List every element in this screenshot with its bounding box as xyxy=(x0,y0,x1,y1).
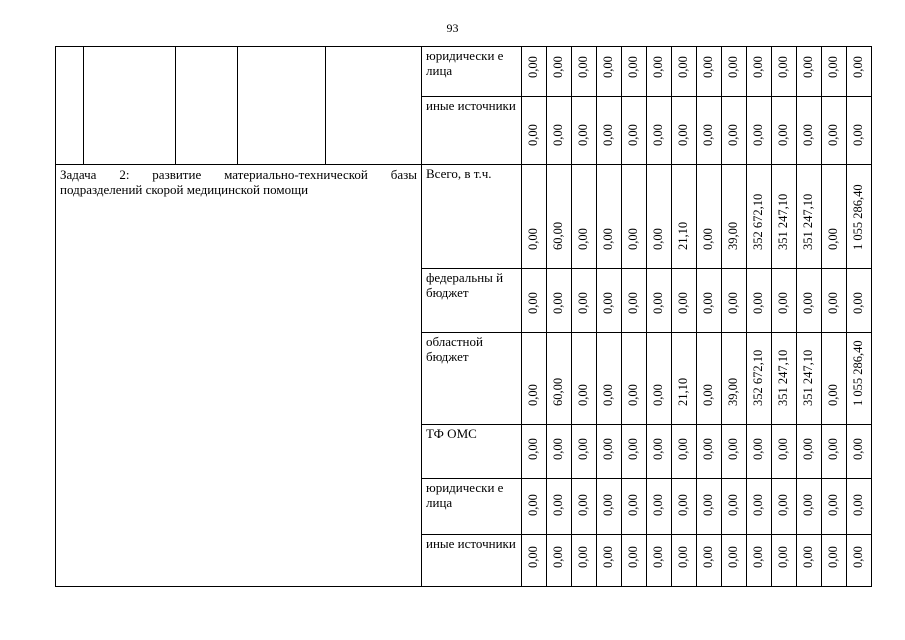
value-cell xyxy=(722,333,747,425)
value-cell xyxy=(622,47,647,97)
value-cell xyxy=(822,47,847,97)
value-text: 0,00 xyxy=(751,123,765,146)
value-cell xyxy=(697,333,722,425)
value-cell xyxy=(797,269,822,333)
value-cell xyxy=(747,479,772,535)
value-cell xyxy=(622,165,647,269)
value-text: 0,00 xyxy=(776,55,790,78)
value-cell xyxy=(797,47,822,97)
value-cell xyxy=(772,97,797,165)
value-text: 0,00 xyxy=(551,545,565,568)
value-text: 39,00 xyxy=(726,221,740,250)
value-cell xyxy=(722,479,747,535)
value-text: 0,00 xyxy=(551,437,565,460)
value-cell xyxy=(597,165,622,269)
value-cell xyxy=(822,535,847,587)
value-cell xyxy=(597,479,622,535)
value-cell xyxy=(547,425,572,479)
value-cell xyxy=(547,97,572,165)
value-cell xyxy=(547,535,572,587)
value-cell xyxy=(747,333,772,425)
funding-source-cell xyxy=(422,269,522,333)
value-text: 0,00 xyxy=(676,291,690,314)
value-cell xyxy=(672,269,697,333)
value-cell xyxy=(697,535,722,587)
task-description: Задача 2: развитие материально-технической базы подразделений скорой медицинской помощи xyxy=(56,165,422,587)
value-cell xyxy=(797,165,822,269)
value-text: 0,00 xyxy=(701,545,715,568)
value-cell xyxy=(847,479,872,535)
value-cell xyxy=(822,165,847,269)
value-cell xyxy=(572,47,597,97)
value-text: 0,00 xyxy=(526,123,540,146)
table-row xyxy=(56,165,872,269)
value-text: 0,00 xyxy=(751,493,765,516)
value-text: 0,00 xyxy=(526,383,540,406)
value-cell xyxy=(847,165,872,269)
value-cell xyxy=(722,97,747,165)
value-text: 0,00 xyxy=(801,291,815,314)
value-cell xyxy=(847,269,872,333)
value-cell xyxy=(697,97,722,165)
value-cell xyxy=(722,535,747,587)
page-number: 93 xyxy=(446,21,459,35)
value-text: 0,00 xyxy=(751,545,765,568)
value-text: 0,00 xyxy=(751,437,765,460)
value-text: 0,00 xyxy=(851,545,865,568)
value-text: 0,00 xyxy=(826,437,840,460)
empty-cell xyxy=(238,47,326,165)
value-text: 0,00 xyxy=(676,123,690,146)
value-cell xyxy=(747,165,772,269)
value-text: 0,00 xyxy=(526,55,540,78)
value-cell xyxy=(622,535,647,587)
value-cell xyxy=(572,165,597,269)
value-text: 0,00 xyxy=(726,55,740,78)
value-text: 0,00 xyxy=(526,437,540,460)
value-cell xyxy=(772,479,797,535)
funding-source-label: иные источники xyxy=(426,536,516,551)
empty-cell xyxy=(176,47,238,165)
value-cell xyxy=(597,333,622,425)
funding-source-cell xyxy=(422,535,522,587)
value-cell xyxy=(747,97,772,165)
value-cell xyxy=(847,425,872,479)
value-cell xyxy=(522,425,547,479)
value-text: 0,00 xyxy=(726,123,740,146)
value-cell xyxy=(772,425,797,479)
value-cell xyxy=(647,333,672,425)
value-cell xyxy=(647,269,672,333)
value-cell xyxy=(847,535,872,587)
funding-source-label: иные источники xyxy=(426,98,516,113)
value-cell xyxy=(647,479,672,535)
value-text: 0,00 xyxy=(776,123,790,146)
value-text: 351 247,10 xyxy=(801,193,815,250)
value-text: 352 672,10 xyxy=(751,193,765,250)
value-text: 0,00 xyxy=(826,291,840,314)
value-cell xyxy=(597,269,622,333)
value-cell xyxy=(797,535,822,587)
value-text: 0,00 xyxy=(576,291,590,314)
funding-source-label: Всего, в т.ч. xyxy=(426,166,492,181)
value-cell xyxy=(672,165,697,269)
empty-cell xyxy=(56,47,84,165)
value-cell xyxy=(522,47,547,97)
value-text: 0,00 xyxy=(601,437,615,460)
value-text: 0,00 xyxy=(551,55,565,78)
value-cell xyxy=(572,535,597,587)
value-cell xyxy=(722,165,747,269)
value-text: 0,00 xyxy=(526,493,540,516)
value-text: 0,00 xyxy=(601,291,615,314)
value-cell xyxy=(672,333,697,425)
value-cell xyxy=(572,425,597,479)
value-text: 0,00 xyxy=(551,123,565,146)
funding-source-cell xyxy=(422,333,522,425)
value-text: 0,00 xyxy=(526,291,540,314)
value-cell xyxy=(697,269,722,333)
value-text: 0,00 xyxy=(801,123,815,146)
value-text: 0,00 xyxy=(851,123,865,146)
value-text: 0,00 xyxy=(851,437,865,460)
value-text: 0,00 xyxy=(601,383,615,406)
value-cell xyxy=(797,97,822,165)
value-cell xyxy=(522,97,547,165)
value-text: 0,00 xyxy=(651,123,665,146)
funding-source-cell xyxy=(422,425,522,479)
value-text: 0,00 xyxy=(576,493,590,516)
table-body xyxy=(56,47,872,587)
value-text: 0,00 xyxy=(776,493,790,516)
value-cell xyxy=(672,97,697,165)
funding-source-cell xyxy=(422,47,522,97)
funding-source-cell xyxy=(422,479,522,535)
value-text: 351 247,10 xyxy=(801,349,815,406)
value-cell xyxy=(822,479,847,535)
value-text: 0,00 xyxy=(626,227,640,250)
value-text: 0,00 xyxy=(726,291,740,314)
value-cell xyxy=(647,47,672,97)
value-cell xyxy=(597,97,622,165)
value-cell xyxy=(847,47,872,97)
value-text: 0,00 xyxy=(701,291,715,314)
value-cell xyxy=(747,47,772,97)
value-text: 1 055 286,40 xyxy=(851,183,865,250)
funding-source-label: федеральны й бюджет xyxy=(426,270,504,300)
value-cell xyxy=(547,165,572,269)
value-text: 0,00 xyxy=(576,55,590,78)
value-cell xyxy=(747,269,772,333)
value-cell xyxy=(522,479,547,535)
value-cell xyxy=(772,535,797,587)
value-cell xyxy=(697,165,722,269)
value-text: 0,00 xyxy=(851,493,865,516)
value-text: 0,00 xyxy=(701,437,715,460)
value-text: 0,00 xyxy=(751,291,765,314)
value-text: 0,00 xyxy=(526,227,540,250)
value-cell xyxy=(647,97,672,165)
value-text: 0,00 xyxy=(601,227,615,250)
value-text: 0,00 xyxy=(676,545,690,568)
value-text: 0,00 xyxy=(726,437,740,460)
value-text: 0,00 xyxy=(626,493,640,516)
value-cell xyxy=(547,47,572,97)
value-text: 0,00 xyxy=(801,545,815,568)
value-text: 0,00 xyxy=(826,493,840,516)
value-text: 0,00 xyxy=(726,545,740,568)
value-text: 0,00 xyxy=(601,123,615,146)
value-cell xyxy=(672,425,697,479)
value-text: 0,00 xyxy=(651,545,665,568)
value-text: 60,00 xyxy=(551,377,565,406)
funding-source-label: юридически е лица xyxy=(426,480,504,510)
value-text: 0,00 xyxy=(676,493,690,516)
value-text: 0,00 xyxy=(626,55,640,78)
value-text: 0,00 xyxy=(576,123,590,146)
value-cell xyxy=(797,333,822,425)
value-text: 0,00 xyxy=(626,383,640,406)
value-cell xyxy=(572,333,597,425)
value-text: 0,00 xyxy=(651,55,665,78)
value-text: 0,00 xyxy=(776,437,790,460)
value-text: 0,00 xyxy=(776,291,790,314)
value-cell xyxy=(522,165,547,269)
value-cell xyxy=(697,47,722,97)
value-text: 0,00 xyxy=(826,55,840,78)
value-text: 351 247,10 xyxy=(776,193,790,250)
value-cell xyxy=(622,97,647,165)
value-text: 1 055 286,40 xyxy=(851,339,865,406)
value-cell xyxy=(697,479,722,535)
value-cell xyxy=(522,333,547,425)
value-cell xyxy=(847,97,872,165)
value-text: 0,00 xyxy=(726,493,740,516)
value-cell xyxy=(622,425,647,479)
value-text: 0,00 xyxy=(801,437,815,460)
value-cell xyxy=(822,97,847,165)
value-cell xyxy=(597,535,622,587)
value-text: 0,00 xyxy=(651,437,665,460)
value-text: 0,00 xyxy=(576,227,590,250)
value-text: 0,00 xyxy=(526,545,540,568)
value-cell xyxy=(822,333,847,425)
value-cell xyxy=(772,47,797,97)
funding-source-cell xyxy=(422,165,522,269)
value-cell xyxy=(797,479,822,535)
value-cell xyxy=(847,333,872,425)
value-cell xyxy=(547,333,572,425)
value-text: 0,00 xyxy=(576,545,590,568)
funding-source-label: юридически е лица xyxy=(426,48,504,78)
value-cell xyxy=(747,535,772,587)
value-text: 0,00 xyxy=(576,383,590,406)
value-text: 60,00 xyxy=(551,221,565,250)
value-text: 0,00 xyxy=(676,437,690,460)
value-text: 0,00 xyxy=(551,493,565,516)
value-cell xyxy=(622,269,647,333)
value-text: 0,00 xyxy=(651,291,665,314)
value-text: 0,00 xyxy=(651,383,665,406)
funding-source-cell xyxy=(422,97,522,165)
value-cell xyxy=(522,269,547,333)
value-cell xyxy=(697,425,722,479)
value-text: 21,10 xyxy=(676,221,690,250)
value-text: 0,00 xyxy=(651,227,665,250)
value-text: 0,00 xyxy=(851,291,865,314)
value-cell xyxy=(572,97,597,165)
value-text: 0,00 xyxy=(601,545,615,568)
value-cell xyxy=(722,425,747,479)
value-text: 0,00 xyxy=(701,383,715,406)
value-cell xyxy=(722,47,747,97)
value-text: 0,00 xyxy=(701,493,715,516)
value-text: 0,00 xyxy=(776,545,790,568)
budget-table xyxy=(55,46,872,587)
value-cell xyxy=(547,479,572,535)
value-cell xyxy=(822,425,847,479)
value-cell xyxy=(747,425,772,479)
value-text: 39,00 xyxy=(726,377,740,406)
value-cell xyxy=(772,269,797,333)
value-cell xyxy=(647,425,672,479)
value-text: 0,00 xyxy=(676,55,690,78)
value-cell xyxy=(597,425,622,479)
value-cell xyxy=(572,269,597,333)
value-text: 0,00 xyxy=(801,493,815,516)
value-text: 21,10 xyxy=(676,377,690,406)
value-text: 0,00 xyxy=(576,437,590,460)
value-text: 0,00 xyxy=(701,55,715,78)
empty-cell xyxy=(326,47,422,165)
value-cell xyxy=(772,333,797,425)
value-text: 0,00 xyxy=(701,227,715,250)
value-cell xyxy=(672,47,697,97)
empty-cell xyxy=(84,47,176,165)
value-cell xyxy=(672,535,697,587)
value-text: 351 247,10 xyxy=(776,349,790,406)
value-cell xyxy=(572,479,597,535)
value-text: 0,00 xyxy=(826,227,840,250)
value-text: 0,00 xyxy=(801,55,815,78)
value-cell xyxy=(647,165,672,269)
value-cell xyxy=(622,333,647,425)
value-text: 0,00 xyxy=(826,383,840,406)
value-cell xyxy=(622,479,647,535)
value-text: 0,00 xyxy=(701,123,715,146)
value-text: 0,00 xyxy=(626,545,640,568)
value-text: 352 672,10 xyxy=(751,349,765,406)
value-text: 0,00 xyxy=(826,123,840,146)
value-cell xyxy=(672,479,697,535)
value-cell xyxy=(722,269,747,333)
table-row xyxy=(56,47,872,97)
value-cell xyxy=(547,269,572,333)
value-text: 0,00 xyxy=(826,545,840,568)
value-cell xyxy=(772,165,797,269)
value-cell xyxy=(647,535,672,587)
value-text: 0,00 xyxy=(626,123,640,146)
value-cell xyxy=(522,535,547,587)
funding-source-label: ТФ ОМС xyxy=(426,426,477,441)
value-cell xyxy=(797,425,822,479)
value-cell xyxy=(822,269,847,333)
value-text: 0,00 xyxy=(651,493,665,516)
funding-source-label: областной бюджет xyxy=(426,334,483,364)
value-cell xyxy=(597,47,622,97)
value-text: 0,00 xyxy=(601,55,615,78)
value-text: 0,00 xyxy=(751,55,765,78)
value-text: 0,00 xyxy=(626,291,640,314)
value-text: 0,00 xyxy=(551,291,565,314)
value-text: 0,00 xyxy=(601,493,615,516)
value-text: 0,00 xyxy=(851,55,865,78)
value-text: 0,00 xyxy=(626,437,640,460)
